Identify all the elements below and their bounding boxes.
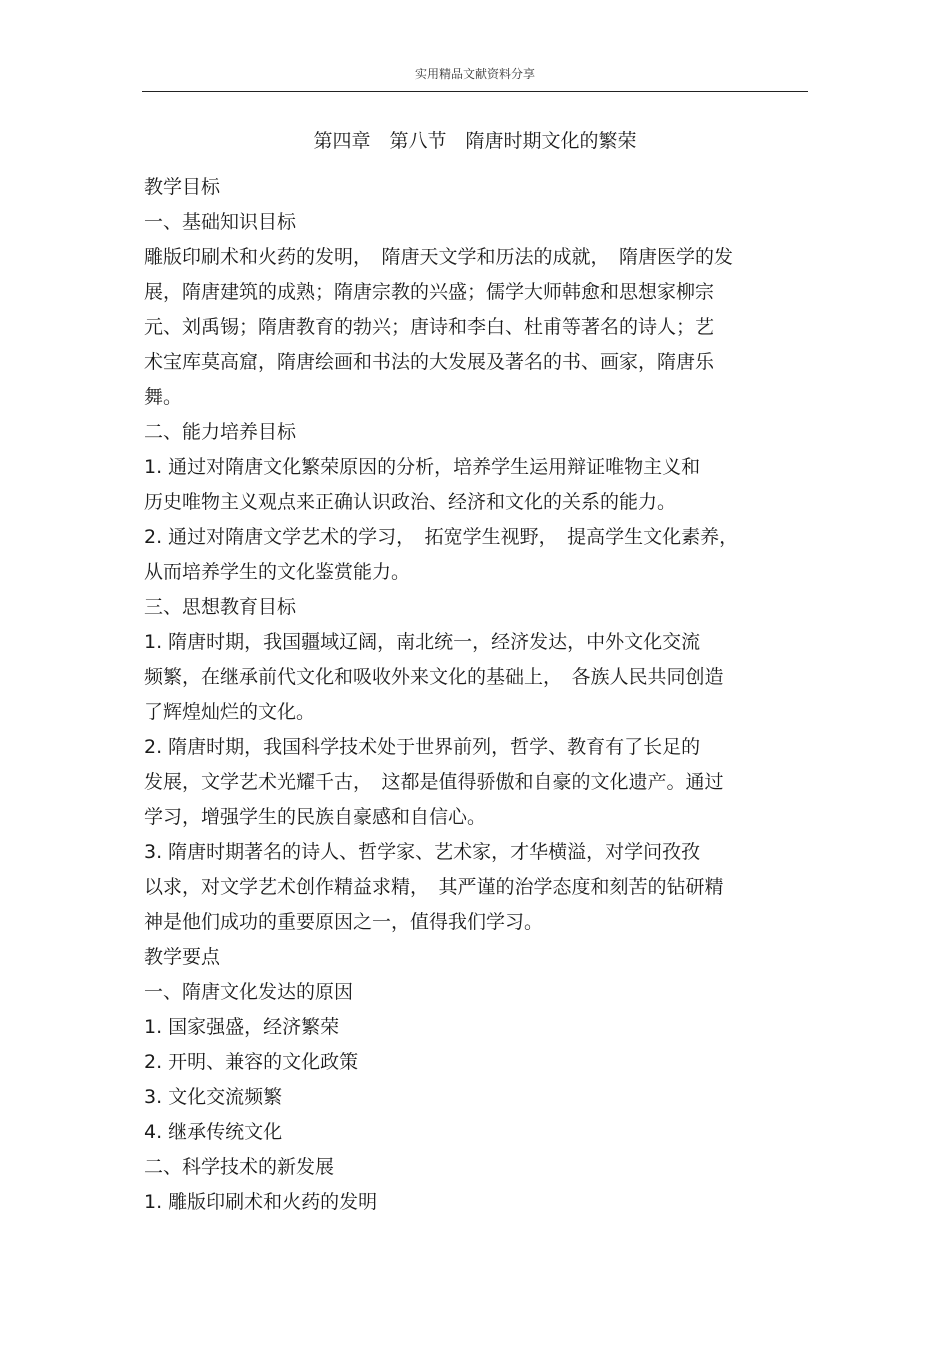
list-item-line: 3. 文化交流频繁 bbox=[144, 1086, 283, 1108]
subheading-culture-reasons: 一、隋唐文化发达的原因 bbox=[144, 981, 354, 1003]
paragraph-line: 频繁，在继承前代文化和吸收外来文化的基础上， 各族人民共同创造 bbox=[144, 666, 724, 688]
paragraph-line: 元、刘禹锡；隋唐教育的勃兴；唐诗和李白、杜甫等著名的诗人；艺 bbox=[144, 316, 715, 338]
list-item-line: 1. 隋唐时期，我国疆域辽阔，南北统一，经济发达，中外文化交流 bbox=[144, 631, 701, 653]
list-item-line: 1. 通过对隋唐文化繁荣原因的分析，培养学生运用辩证唯物主义和 bbox=[144, 456, 701, 478]
header-divider bbox=[142, 91, 808, 92]
list-item-line: 1. 雕版印刷术和火药的发明 bbox=[144, 1191, 378, 1213]
section-heading-teaching-goals: 教学目标 bbox=[144, 176, 221, 198]
paragraph-line: 术宝库莫高窟，隋唐绘画和书法的大发展及著名的书、画家，隋唐乐 bbox=[144, 351, 715, 373]
paragraph-line: 以求，对文学艺术创作精益求精， 其严谨的治学态度和刻苦的钻研精 bbox=[144, 876, 724, 898]
paragraph-line: 舞。 bbox=[144, 386, 183, 408]
paragraph-line: 从而培养学生的文化鉴赏能力。 bbox=[144, 561, 411, 583]
document-body bbox=[144, 170, 808, 1220]
document-title: 第四章 第八节 隋唐时期文化的繁荣 bbox=[313, 130, 637, 152]
subheading-ability-goals: 二、能力培养目标 bbox=[144, 421, 297, 443]
section-heading-key-points: 教学要点 bbox=[144, 946, 221, 968]
list-item-line: 3. 隋唐时期著名的诗人、哲学家、艺术家，才华横溢，对学问孜孜 bbox=[144, 841, 701, 863]
list-item-line: 2. 通过对隋唐文学艺术的学习， 拓宽学生视野， 提高学生文化素养， bbox=[144, 526, 739, 548]
paragraph-line: 发展，文学艺术光耀千古， 这都是值得骄傲和自豪的文化遗产。通过 bbox=[144, 771, 724, 793]
paragraph-line: 了辉煌灿烂的文化。 bbox=[144, 701, 316, 723]
paragraph-line: 雕版印刷术和火药的发明， 隋唐天文学和历法的成就， 隋唐医学的发 bbox=[144, 246, 734, 268]
list-item-line: 1. 国家强盛，经济繁荣 bbox=[144, 1016, 340, 1038]
paragraph-line: 神是他们成功的重要原因之一，值得我们学习。 bbox=[144, 911, 544, 933]
paragraph-line: 历史唯物主义观点来正确认识政治、经济和文化的关系的能力。 bbox=[144, 491, 677, 513]
subheading-knowledge-goals: 一、基础知识目标 bbox=[144, 211, 297, 233]
list-item-line: 2. 开明、兼容的文化政策 bbox=[144, 1051, 359, 1073]
paragraph-line: 学习，增强学生的民族自豪感和自信心。 bbox=[144, 806, 487, 828]
page-header: 实用精品文献资料分享 bbox=[414, 67, 535, 81]
list-item-line: 2. 隋唐时期，我国科学技术处于世界前列，哲学、教育有了长足的 bbox=[144, 736, 701, 758]
list-item-line: 4. 继承传统文化 bbox=[144, 1121, 283, 1143]
subheading-science-technology: 二、科学技术的新发展 bbox=[144, 1156, 335, 1178]
paragraph-line: 展，隋唐建筑的成熟；隋唐宗教的兴盛；儒学大师韩愈和思想家柳宗 bbox=[144, 281, 715, 303]
subheading-ideological-goals: 三、思想教育目标 bbox=[144, 596, 297, 618]
